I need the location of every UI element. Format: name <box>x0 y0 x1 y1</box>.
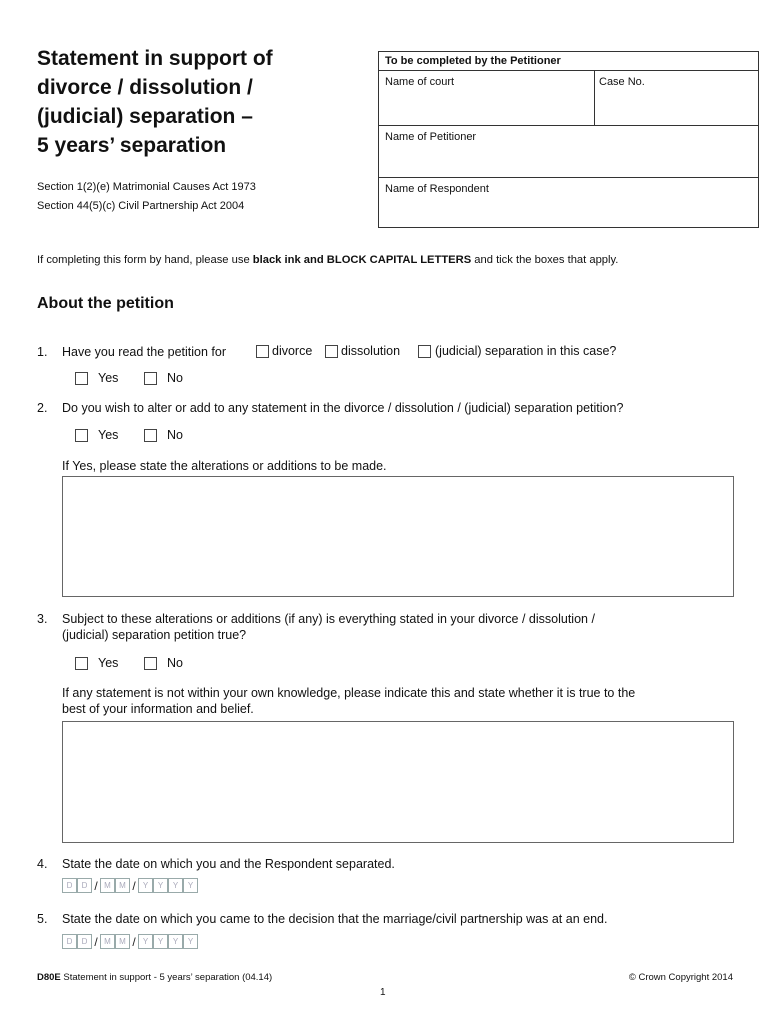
section-heading: About the petition <box>37 295 174 312</box>
q4-date-separator: / <box>94 878 98 893</box>
act-reference-1: Section 1(2)(e) Matrimonial Causes Act 1973 <box>37 181 256 193</box>
q2-yes-label: Yes <box>98 428 119 442</box>
instructions-bold: black ink and BLOCK CAPITAL LETTERS <box>252 254 472 266</box>
q1-no-checkbox[interactable] <box>144 372 157 385</box>
q1-dissolution-label: dissolution <box>341 344 401 358</box>
title-line-1: Statement in support of <box>37 47 273 70</box>
q5-date-separator: / <box>132 934 136 949</box>
q4-year-1[interactable]: Y <box>138 878 153 893</box>
q5-year-2[interactable]: Y <box>153 934 168 949</box>
q4-date-input[interactable] <box>62 877 198 894</box>
name-of-respondent-field[interactable]: Name of Respondent <box>385 183 489 195</box>
q4-day-2[interactable]: D <box>77 878 92 893</box>
q4-day-1[interactable]: D <box>62 878 77 893</box>
q5-month-1[interactable]: M <box>100 934 115 949</box>
q1-divorce-checkbox[interactable] <box>256 345 269 358</box>
q5-day-1[interactable]: D <box>62 934 77 949</box>
q3-followup-line-2: best of your information and belief. <box>62 702 254 716</box>
q4-number: 4. <box>37 857 48 871</box>
q5-year-3[interactable]: Y <box>168 934 183 949</box>
form-title <box>37 44 357 160</box>
title-line-3: (judicial) separation – <box>37 105 253 128</box>
petitioner-row <box>379 126 758 178</box>
q1-number: 1. <box>37 345 48 359</box>
instructions-pre: If completing this form by hand, please use <box>37 254 253 266</box>
form-code: D80E <box>37 972 61 983</box>
q2-text: Do you wish to alter or add to any statement in the divorce / dissolution / (judicial) separation petition? <box>62 401 624 415</box>
completion-instructions <box>37 254 618 266</box>
q3-yes-label: Yes <box>98 656 119 670</box>
legislation-references <box>37 178 256 216</box>
petitioner-box-heading: To be completed by the Petitioner <box>379 52 758 71</box>
name-of-petitioner-field[interactable]: Name of Petitioner <box>385 131 477 143</box>
form-code-footer <box>37 972 272 983</box>
q3-yes-checkbox[interactable] <box>75 657 88 670</box>
q5-month-2[interactable]: M <box>115 934 130 949</box>
case-number-field[interactable]: Case No. <box>599 76 645 88</box>
q1-no-label: No <box>167 371 183 385</box>
q4-date-separator: / <box>132 878 136 893</box>
q5-year-4[interactable]: Y <box>183 934 198 949</box>
q3-text-line-1: Subject to these alterations or additions (if any) is everything stated in your divorce / dissolution / <box>62 612 595 626</box>
q3-no-checkbox[interactable] <box>144 657 157 670</box>
q5-year-1[interactable]: Y <box>138 934 153 949</box>
form-description: Statement in support - 5 years’ separation (04.14) <box>60 972 273 983</box>
respondent-row <box>379 178 758 228</box>
q1-dissolution-checkbox[interactable] <box>325 345 338 358</box>
q1-text: Have you read the petition for <box>62 345 226 359</box>
q2-no-label: No <box>167 428 183 442</box>
petitioner-details-box <box>378 51 759 228</box>
q2-followup: If Yes, please state the alterations or additions to be made. <box>62 459 387 473</box>
q5-date-input[interactable] <box>62 933 198 950</box>
q3-no-label: No <box>167 656 183 670</box>
q2-alterations-textarea[interactable] <box>62 476 734 597</box>
q4-year-3[interactable]: Y <box>168 878 183 893</box>
q2-yes-checkbox[interactable] <box>75 429 88 442</box>
name-of-court-field[interactable]: Name of court <box>385 76 455 88</box>
title-line-4: 5 years’ separation <box>37 134 227 157</box>
q3-text-line-2: (judicial) separation petition true? <box>62 628 247 642</box>
instructions-post: and tick the boxes that apply. <box>471 254 619 266</box>
q3-knowledge-textarea[interactable] <box>62 721 734 843</box>
q4-month-1[interactable]: M <box>100 878 115 893</box>
q4-year-2[interactable]: Y <box>153 878 168 893</box>
q5-date-separator: / <box>94 934 98 949</box>
q5-day-2[interactable]: D <box>77 934 92 949</box>
q5-number: 5. <box>37 912 48 926</box>
q3-number: 3. <box>37 612 48 626</box>
page-number: 1 <box>380 987 386 998</box>
court-case-divider <box>594 71 595 125</box>
title-line-2: divorce / dissolution / <box>37 76 253 99</box>
q5-text: State the date on which you came to the decision that the marriage/civil partnership was at an end. <box>62 912 608 926</box>
q1-yes-checkbox[interactable] <box>75 372 88 385</box>
q4-year-4[interactable]: Y <box>183 878 198 893</box>
copyright-notice: © Crown Copyright 2014 <box>628 972 733 983</box>
act-reference-2: Section 44(5)(c) Civil Partnership Act 2004 <box>37 200 245 212</box>
q1-separation-checkbox[interactable] <box>418 345 431 358</box>
q3-followup-line-1: If any statement is not within your own knowledge, please indicate this and state whether it is true to the <box>62 686 636 700</box>
q2-no-checkbox[interactable] <box>144 429 157 442</box>
q2-number: 2. <box>37 401 48 415</box>
court-row <box>379 71 758 126</box>
q1-separation-label: (judicial) separation in this case? <box>435 344 617 358</box>
q1-yes-label: Yes <box>98 371 119 385</box>
q4-month-2[interactable]: M <box>115 878 130 893</box>
q4-text: State the date on which you and the Respondent separated. <box>62 857 395 871</box>
q1-divorce-label: divorce <box>272 344 313 358</box>
